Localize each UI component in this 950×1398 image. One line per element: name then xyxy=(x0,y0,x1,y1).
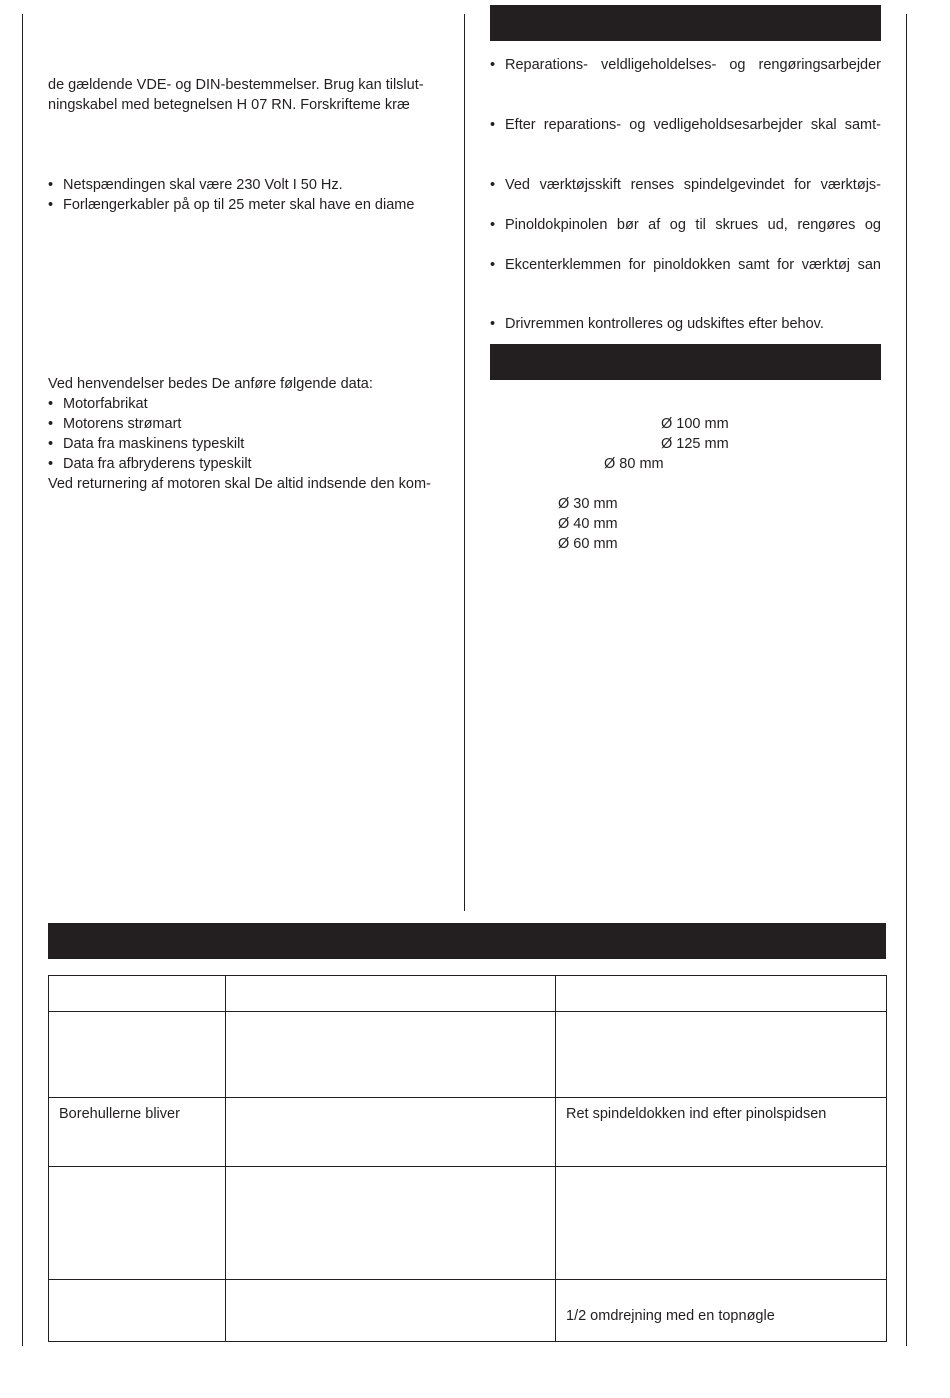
table-cell xyxy=(556,1167,887,1280)
table-cell xyxy=(556,976,887,1012)
troubleshooting-table xyxy=(48,975,887,1342)
dimension-value: Ø 125 mm xyxy=(661,436,729,452)
table-cell xyxy=(226,1012,556,1098)
table-cell: Borehullerne bliver xyxy=(49,1098,226,1167)
bullet-item: • Efter reparations- og vedligeholdsesarbejder skal samt- xyxy=(490,115,881,135)
table-cell xyxy=(49,976,226,1012)
bullet-item: • Netspændingen skal være 230 Volt I 50 Hz. xyxy=(48,175,343,195)
table-row xyxy=(49,1098,887,1167)
paragraph-line: ningskabel med betegnelsen H 07 RN. Forskrifteme kræ xyxy=(48,97,410,113)
table-cell xyxy=(226,1280,556,1342)
table-cell xyxy=(49,1280,226,1342)
dimension-value: Ø 80 mm xyxy=(604,456,664,472)
troubleshooting-header-bar xyxy=(48,923,886,959)
bullet-item: • Reparations- veldligeholdelses- og rengøringsarbejder xyxy=(490,55,881,75)
left-margin-rule xyxy=(22,14,23,1346)
table-cell: Ret spindeldokken ind efter pinolspidsen xyxy=(556,1098,887,1167)
bullet-item: • Motorens strømart xyxy=(48,414,181,434)
bullet-item: • Drivremmen kontrolleres og udskiftes efter behov. xyxy=(490,314,824,334)
table-cell: 1/2 omdrejning med en topnøgle xyxy=(556,1280,887,1342)
table-row xyxy=(49,1280,887,1342)
section-header-bar xyxy=(490,5,881,41)
table-row xyxy=(49,1012,887,1098)
dimension-value: Ø 100 mm xyxy=(661,416,729,432)
bullet-item: • Motorfabrikat xyxy=(48,394,148,414)
dimension-value: Ø 60 mm xyxy=(558,536,618,552)
section-header-bar xyxy=(490,344,881,380)
bullet-item: • Data fra maskinens typeskilt xyxy=(48,434,244,454)
table-row xyxy=(49,1167,887,1280)
bullet-item: • Pinoldokpinolen bør af og til skrues ud, rengøres og xyxy=(490,215,881,235)
right-margin-rule xyxy=(906,14,907,1346)
bullet-item: • Forlængerkabler på op til 25 meter skal have en diame xyxy=(48,195,414,215)
column-divider-rule xyxy=(464,14,465,911)
bullet-item: • Ekcenterklemmen for pinoldokken samt for værktøj san xyxy=(490,255,881,275)
return-note: Ved returnering af motoren skal De altid indsende den kom- xyxy=(48,476,431,492)
table-cell xyxy=(49,1167,226,1280)
table-cell xyxy=(49,1012,226,1098)
table-header-row xyxy=(49,976,887,1012)
table-cell xyxy=(556,1012,887,1098)
table-cell xyxy=(226,1167,556,1280)
dimension-value: Ø 40 mm xyxy=(558,516,618,532)
contact-intro: Ved henvendelser bedes De anføre følgende data: xyxy=(48,376,373,392)
table-cell xyxy=(226,976,556,1012)
bullet-item: • Data fra afbryderens typeskilt xyxy=(48,454,252,474)
table-cell xyxy=(226,1098,556,1167)
paragraph-line: de gældende VDE- og DIN-bestemmelser. Brug kan tilslut- xyxy=(48,77,424,93)
dimension-value: Ø 30 mm xyxy=(558,496,618,512)
bullet-item: • Ved værktøjsskift renses spindelgevindet for værktøjs- xyxy=(490,175,881,195)
